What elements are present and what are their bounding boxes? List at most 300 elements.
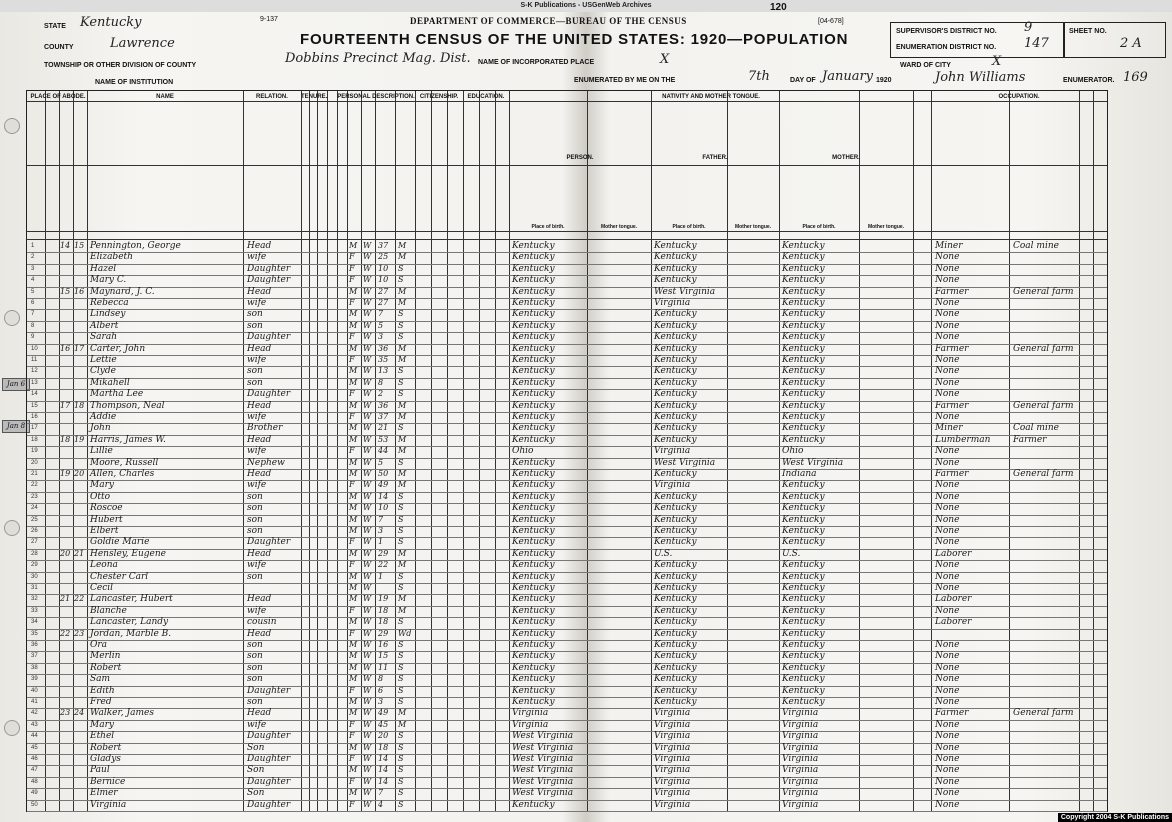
sex-cell: M <box>349 457 358 467</box>
mother-birthplace-cell: Kentucky <box>782 605 825 616</box>
marital-status-cell: S <box>398 571 404 581</box>
sex-cell: F <box>349 355 355 364</box>
occupation-cell: None <box>935 788 960 799</box>
marital-status-cell: S <box>398 514 404 524</box>
relation-cell: Head <box>247 241 272 251</box>
occupation-cell: None <box>935 685 960 696</box>
sex-cell: F <box>349 799 355 809</box>
sex-cell: M <box>349 742 358 752</box>
year-label: 1920 <box>876 77 892 84</box>
father-birthplace-cell: Kentucky <box>654 400 697 411</box>
mother-birthplace-cell: Kentucky <box>782 503 825 514</box>
sex-cell: F <box>349 252 355 262</box>
marital-status-cell: M <box>398 446 407 456</box>
sex-cell: F <box>349 275 355 285</box>
marital-status-cell: S <box>398 685 404 695</box>
father-birthplace-cell: Kentucky <box>654 355 697 365</box>
age-cell: 3 <box>378 697 384 706</box>
tenure-header: TENURE. <box>301 94 328 100</box>
line-number: 16 <box>31 414 38 420</box>
line-number: 48 <box>31 778 38 785</box>
birthplace-cell: Kentucky <box>512 377 555 388</box>
sex-cell: F <box>349 412 355 421</box>
sex-cell: M <box>349 594 358 604</box>
mother-birthplace-cell: Kentucky <box>782 537 825 548</box>
marital-status-cell: S <box>398 697 404 706</box>
birthplace-cell: West Virginia <box>512 788 574 799</box>
race-cell: W <box>363 662 372 672</box>
relation-cell: son <box>247 651 263 662</box>
birthplace-cell: Kentucky <box>512 389 555 400</box>
father-birthplace-cell: West Virginia <box>654 457 716 468</box>
person-name-cell: Carter, John <box>90 343 146 354</box>
relation-cell: son <box>247 571 263 582</box>
industry-cell: Farmer <box>1013 434 1047 445</box>
sex-cell: M <box>349 503 358 513</box>
age-cell: 20 <box>378 731 389 741</box>
race-cell: W <box>363 252 372 262</box>
ward-label: WARD OF CITY <box>900 62 951 69</box>
father-birthplace-cell: Kentucky <box>654 491 697 502</box>
birthplace-cell: Kentucky <box>512 434 555 445</box>
sex-cell: M <box>349 583 358 592</box>
relation-cell: wife <box>247 605 267 616</box>
relation-cell: Nephew <box>247 457 285 468</box>
race-cell: W <box>363 754 372 763</box>
sex-cell: F <box>349 776 355 786</box>
county-value: Lawrence <box>110 36 175 51</box>
birthplace-cell: Kentucky <box>512 366 555 377</box>
occupation-cell: None <box>935 674 960 685</box>
occupation-cell: Laborer <box>935 548 972 559</box>
industry-cell: General farm <box>1013 400 1074 411</box>
line-number: 43 <box>31 721 38 728</box>
line-number: 38 <box>31 664 38 671</box>
relation-cell: Daughter <box>247 754 291 764</box>
relation-cell: son <box>247 640 263 650</box>
person-name-cell: Jordan, Marble B. <box>90 628 172 639</box>
birthplace-cell: Kentucky <box>512 298 555 308</box>
father-birthplace-cell: Kentucky <box>654 252 697 263</box>
dwelling-number-cell: 16 <box>60 343 71 353</box>
line-number: 29 <box>31 562 38 569</box>
mother-birthplace-cell: Kentucky <box>782 320 825 331</box>
line-number: 32 <box>31 596 38 603</box>
family-number-cell: 18 <box>74 400 85 410</box>
father-birthplace-cell: Virginia <box>654 480 691 491</box>
birthplace-cell: Kentucky <box>512 309 555 320</box>
birthplace-cell: Kentucky <box>512 423 555 434</box>
birth-subheader: Place of birth. <box>531 224 565 230</box>
birth-subheader: Place of birth. <box>802 224 836 230</box>
relation-cell: Head <box>247 708 272 719</box>
marital-status-cell: M <box>398 298 407 307</box>
birthplace-cell: Kentucky <box>512 275 555 286</box>
father-birthplace-cell: Kentucky <box>654 275 697 286</box>
marital-status-cell: S <box>398 320 404 330</box>
mother-birthplace-cell: Kentucky <box>782 491 825 502</box>
birthplace-cell: Kentucky <box>512 343 555 354</box>
line-number: 36 <box>31 642 38 648</box>
birthplace-cell: Kentucky <box>512 583 555 593</box>
enumerated-label: ENUMERATED BY ME ON THE <box>574 77 676 84</box>
marital-status-cell: S <box>398 389 404 399</box>
occupation-cell: None <box>935 309 960 320</box>
relation-cell: son <box>247 526 263 536</box>
line-number: 46 <box>31 756 38 762</box>
race-cell: W <box>363 685 372 695</box>
marital-status-cell: S <box>398 583 404 592</box>
mother-birthplace-cell: Kentucky <box>782 298 825 308</box>
tongue-subheader: Mother tongue. <box>867 224 905 230</box>
industry-cell: General farm <box>1013 708 1074 719</box>
marital-status-cell: S <box>398 263 404 273</box>
birthplace-cell: Kentucky <box>512 640 555 650</box>
relation-cell: Daughter <box>247 799 291 810</box>
occupation-cell: None <box>935 355 960 365</box>
person-name-cell: Chester Carl <box>90 571 149 582</box>
family-number-cell: 20 <box>74 469 85 478</box>
occupation-cell: None <box>935 446 960 457</box>
age-cell: 3 <box>378 332 384 342</box>
race-cell: W <box>363 355 372 364</box>
incorporated-place-label: NAME OF INCORPORATED PLACE <box>478 59 595 66</box>
relation-cell: cousin <box>247 617 277 628</box>
occupation-cell: Farmer <box>935 708 969 719</box>
birthplace-cell: Kentucky <box>512 241 555 251</box>
person-name-cell: Lillie <box>90 446 113 457</box>
age-cell: 1 <box>378 571 384 581</box>
occupation-cell: None <box>935 263 960 274</box>
race-cell: W <box>363 640 372 649</box>
mother-birthplace-cell: U.S. <box>782 548 801 559</box>
age-cell: 18 <box>378 617 389 627</box>
mother-birthplace-cell: Kentucky <box>782 343 825 354</box>
industry-cell: Coal mine <box>1013 423 1059 434</box>
mother-birthplace-cell: Virginia <box>782 719 819 730</box>
line-number: 41 <box>31 699 38 705</box>
birthplace-cell: Kentucky <box>512 651 555 662</box>
line-number: 50 <box>31 801 38 808</box>
sex-cell: M <box>349 491 358 501</box>
birthplace-cell: Kentucky <box>512 320 555 331</box>
age-cell: 44 <box>378 446 389 456</box>
person-name-cell: John <box>90 423 111 434</box>
age-cell: 45 <box>378 719 389 729</box>
sex-cell: F <box>349 685 355 695</box>
birthplace-cell: West Virginia <box>512 742 574 753</box>
family-number-cell: 22 <box>74 594 85 604</box>
birthplace-cell: Kentucky <box>512 799 555 810</box>
supervisor-district-value: 9 <box>1024 20 1033 35</box>
race-cell: W <box>363 241 372 250</box>
line-number: 20 <box>31 459 38 466</box>
sex-cell: F <box>349 731 355 741</box>
mother-header: MOTHER. <box>832 155 860 161</box>
occupation-cell: None <box>935 537 960 548</box>
marital-status-cell: M <box>398 605 407 615</box>
department-heading: DEPARTMENT OF COMMERCE—BUREAU OF THE CENSUS <box>410 16 687 26</box>
birthplace-cell: Kentucky <box>512 628 555 639</box>
enumerator-name: John Williams <box>935 70 1026 85</box>
birthplace-cell: Virginia <box>512 708 549 719</box>
mother-birthplace-cell: Kentucky <box>782 423 825 434</box>
age-cell: 1 <box>378 537 384 547</box>
race-cell: W <box>363 742 372 752</box>
county-label: COUNTY <box>44 44 74 51</box>
dwelling-number-cell: 23 <box>60 708 71 718</box>
person-name-cell: Mary C. <box>90 275 127 286</box>
father-birthplace-cell: Kentucky <box>654 605 697 616</box>
occupation-cell: None <box>935 731 960 742</box>
relation-cell: Daughter <box>247 776 291 787</box>
township-label: TOWNSHIP OR OTHER DIVISION OF COUNTY <box>44 62 197 69</box>
tongue-subheader: Mother tongue. <box>734 224 772 230</box>
father-birthplace-cell: Kentucky <box>654 685 697 696</box>
race-cell: W <box>363 731 372 741</box>
age-cell: 27 <box>378 286 389 296</box>
race-cell: W <box>363 719 372 729</box>
sex-cell: M <box>349 788 358 798</box>
race-cell: W <box>363 776 372 786</box>
marital-status-cell: S <box>398 662 404 672</box>
mother-birthplace-cell: Kentucky <box>782 400 825 411</box>
person-name-cell: Ora <box>90 640 108 650</box>
sex-cell: F <box>349 446 355 456</box>
mother-birthplace-cell: Kentucky <box>782 355 825 365</box>
relation-cell: wife <box>247 412 267 422</box>
relation-cell: Daughter <box>247 537 291 548</box>
person-name-cell: Hensley, Eugene <box>90 548 166 559</box>
line-number: 42 <box>31 710 38 717</box>
line-number: 23 <box>31 493 38 500</box>
sex-cell: F <box>349 605 355 615</box>
race-cell: W <box>363 628 372 638</box>
marital-status-cell: S <box>398 674 404 684</box>
birthplace-cell: Kentucky <box>512 605 555 616</box>
relation-cell: son <box>247 366 263 377</box>
birthplace-cell: Kentucky <box>512 457 555 468</box>
age-cell: 2 <box>378 389 384 399</box>
relation-cell: Brother <box>247 423 283 434</box>
occupation-cell: None <box>935 320 960 331</box>
father-birthplace-cell: Kentucky <box>654 377 697 388</box>
occupation-cell: None <box>935 366 960 377</box>
age-cell: 5 <box>378 320 384 330</box>
race-cell: W <box>363 788 372 798</box>
occupation-cell: None <box>935 377 960 388</box>
line-number: 7 <box>31 311 35 318</box>
line-number: 24 <box>31 505 38 512</box>
age-cell: 4 <box>378 799 384 809</box>
dwelling-number-cell: 14 <box>60 241 71 250</box>
age-cell: 19 <box>378 594 389 604</box>
line-number: 13 <box>31 379 38 386</box>
dwelling-number-cell: 19 <box>60 469 71 478</box>
marital-status-cell: S <box>398 776 404 786</box>
citizenship-header: CITIZENSHIP. <box>419 94 459 100</box>
father-birthplace-cell: Kentucky <box>654 366 697 377</box>
age-cell: 10 <box>378 263 389 273</box>
birthplace-cell: Ohio <box>512 446 534 457</box>
age-cell: 21 <box>378 423 389 433</box>
person-name-cell: Moore, Russell <box>90 457 159 468</box>
line-number: 21 <box>31 471 38 477</box>
father-birthplace-cell: Kentucky <box>654 241 697 251</box>
line-number: 12 <box>31 368 38 375</box>
sex-cell: M <box>349 708 358 718</box>
line-number: 37 <box>31 653 38 660</box>
line-number: 45 <box>31 744 38 751</box>
age-cell: 27 <box>378 298 389 307</box>
relation-cell: wife <box>247 480 267 491</box>
father-birthplace-cell: Kentucky <box>654 697 697 707</box>
race-cell: W <box>363 343 372 353</box>
date-tab: Jan 8 <box>2 420 30 433</box>
mother-birthplace-cell: Kentucky <box>782 662 825 673</box>
line-number: 44 <box>31 733 38 740</box>
father-birthplace-cell: Kentucky <box>654 263 697 274</box>
father-birthplace-cell: Kentucky <box>654 332 697 343</box>
occupation-cell: None <box>935 571 960 582</box>
age-cell: 18 <box>378 742 389 752</box>
race-cell: W <box>363 651 372 661</box>
age-cell: 37 <box>378 241 389 250</box>
relation-cell: Head <box>247 469 272 479</box>
incorporated-place-value: X <box>660 52 670 67</box>
age-cell: 8 <box>378 377 384 387</box>
father-birthplace-cell: Virginia <box>654 742 691 753</box>
age-cell: 7 <box>378 788 384 798</box>
person-name-cell: Edith <box>90 685 115 696</box>
person-name-cell: Thompson, Neal <box>90 400 165 411</box>
sex-cell: M <box>349 651 358 661</box>
person-name-cell: Bernice <box>90 776 126 787</box>
race-cell: W <box>363 708 372 718</box>
race-cell: W <box>363 423 372 433</box>
line-number: 34 <box>31 619 38 626</box>
birthplace-cell: West Virginia <box>512 731 574 742</box>
occupation-cell: None <box>935 298 960 308</box>
birthplace-cell: West Virginia <box>512 765 574 776</box>
date-tab: Jan 6 <box>2 378 30 391</box>
occupation-cell: Miner <box>935 423 963 434</box>
relation-cell: son <box>247 674 263 685</box>
race-cell: W <box>363 389 372 399</box>
occupation-cell: None <box>935 252 960 263</box>
person-name-cell: Leona <box>90 560 118 571</box>
industry-cell: Coal mine <box>1013 241 1059 251</box>
marital-status-cell: S <box>398 651 404 661</box>
enumerator-number: 169 <box>1123 70 1148 85</box>
mother-birthplace-cell: Kentucky <box>782 685 825 696</box>
marital-status-cell: S <box>398 366 404 376</box>
mother-birthplace-cell: Kentucky <box>782 526 825 536</box>
sex-cell: M <box>349 366 358 376</box>
person-name-cell: Blanche <box>90 605 127 616</box>
line-number: 3 <box>31 265 35 272</box>
line-number: 28 <box>31 550 38 557</box>
mother-birthplace-cell: West Virginia <box>782 457 844 468</box>
birthplace-cell: Kentucky <box>512 491 555 502</box>
dwelling-number-cell: 22 <box>60 628 71 638</box>
sex-cell: M <box>349 286 358 296</box>
father-birthplace-cell: Virginia <box>654 799 691 810</box>
race-cell: W <box>363 469 372 478</box>
marital-status-cell: M <box>398 241 407 250</box>
father-birthplace-cell: Kentucky <box>654 560 697 571</box>
mother-birthplace-cell: Virginia <box>782 799 819 810</box>
father-birthplace-cell: Kentucky <box>654 320 697 331</box>
census-table <box>26 90 1108 812</box>
state-label: STATE <box>44 23 66 30</box>
race-cell: W <box>363 560 372 570</box>
marital-status-cell: S <box>398 765 404 775</box>
marital-status-cell: S <box>398 754 404 763</box>
sex-cell: M <box>349 343 358 353</box>
father-birthplace-cell: Kentucky <box>654 651 697 662</box>
race-cell: W <box>363 594 372 604</box>
enumeration-district-value: 147 <box>1024 36 1049 51</box>
line-number: 4 <box>31 277 35 284</box>
marital-status-cell: S <box>398 377 404 387</box>
occupation-header: OCCUPATION. <box>998 94 1040 100</box>
birthplace-cell: Kentucky <box>512 571 555 582</box>
person-name-cell: Albert <box>90 320 119 331</box>
father-birthplace-cell: Virginia <box>654 446 691 457</box>
relation-cell: Son <box>247 788 265 799</box>
race-cell: W <box>363 412 372 421</box>
marital-status-cell: S <box>398 503 404 513</box>
sex-cell: F <box>349 389 355 399</box>
relation-cell: Head <box>247 594 272 605</box>
birthplace-cell: Virginia <box>512 719 549 730</box>
mother-birthplace-cell: Ohio <box>782 446 804 457</box>
race-cell: W <box>363 377 372 387</box>
relation-cell: Head <box>247 548 272 559</box>
father-birthplace-cell: Kentucky <box>654 662 697 673</box>
relation-cell: wife <box>247 298 267 308</box>
sex-cell: F <box>349 628 355 638</box>
mother-birthplace-cell: Kentucky <box>782 241 825 251</box>
birthplace-cell: Kentucky <box>512 697 555 707</box>
relation-cell: Daughter <box>247 332 291 343</box>
birthplace-cell: Kentucky <box>512 685 555 696</box>
mother-birthplace-cell: Kentucky <box>782 263 825 274</box>
line-number: 30 <box>31 573 38 580</box>
sex-cell: M <box>349 320 358 330</box>
relation-cell: wife <box>247 719 267 730</box>
occupation-cell: None <box>935 491 960 502</box>
sex-cell: M <box>349 548 358 558</box>
father-birthplace-cell: Virginia <box>654 754 691 764</box>
mother-birthplace-cell: Kentucky <box>782 617 825 628</box>
person-name-cell: Cecil <box>90 583 114 593</box>
mother-birthplace-cell: Kentucky <box>782 628 825 639</box>
family-number-cell: 16 <box>74 286 85 296</box>
mother-birthplace-cell: Virginia <box>782 788 819 799</box>
copyright-notice: Copyright 2004 S-K Publications <box>1058 813 1172 822</box>
family-number-cell: 15 <box>74 241 85 250</box>
nativity-header: NATIVITY AND MOTHER TONGUE. <box>662 94 760 100</box>
person-name-cell: Clyde <box>90 366 116 377</box>
line-number: 19 <box>31 448 38 455</box>
sheet-label: SHEET NO. <box>1069 28 1107 35</box>
father-birthplace-cell: Kentucky <box>654 526 697 536</box>
marital-status-cell: M <box>398 560 407 570</box>
person-header: PERSON. <box>566 155 594 161</box>
age-cell: 49 <box>378 708 389 718</box>
